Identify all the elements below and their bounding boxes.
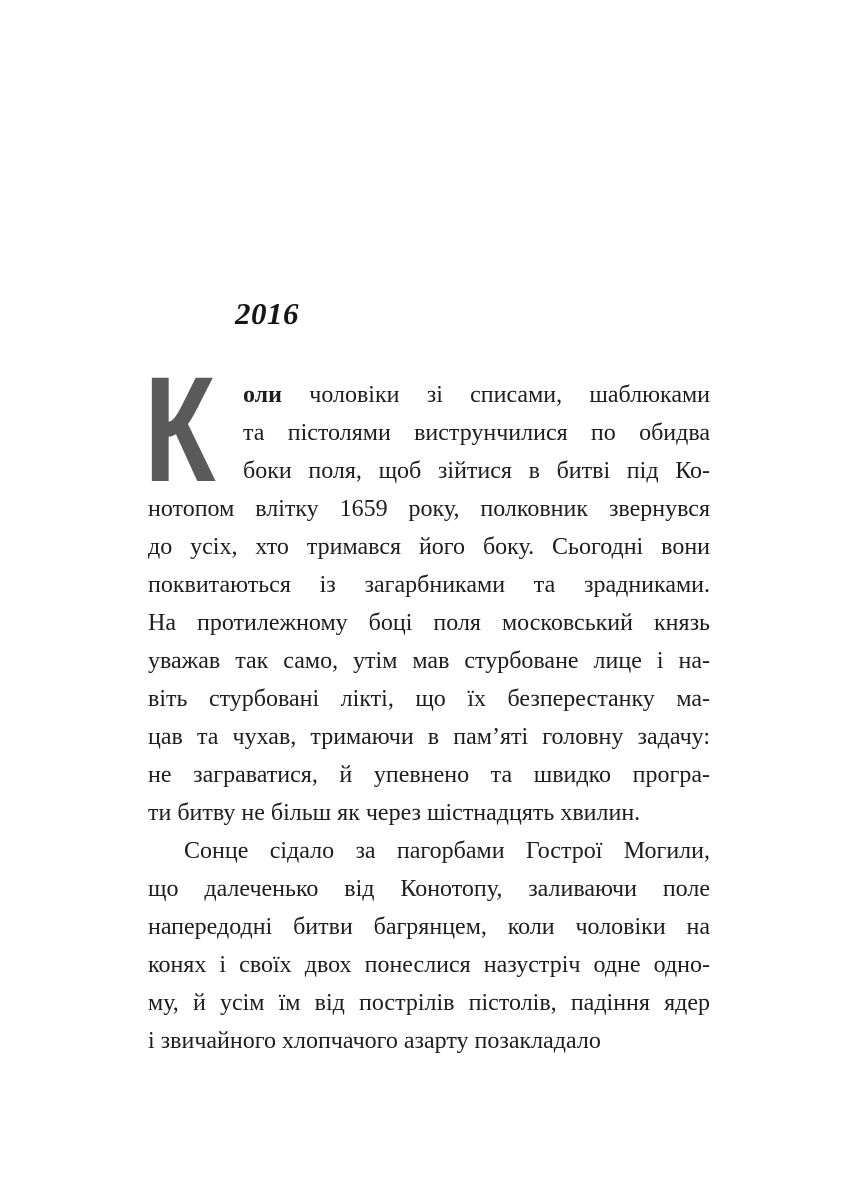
- text-line: нотопом влітку 1659 року, полковник звернувся: [148, 496, 710, 522]
- text-line: і звичайного хлопчачого азарту позакладало: [148, 1028, 601, 1054]
- text-line: цав та чухав, тримаючи в пам’яті головну задачу:: [148, 724, 710, 750]
- text-line: та пістолями виструнчилися по обидва: [243, 420, 710, 446]
- paragraph-1: [148, 376, 710, 832]
- text-line: уважав так само, утім мав стурбоване лице і на-: [148, 648, 710, 674]
- text-line: му, й усім їм від пострілів пістолів, падіння ядер: [148, 990, 710, 1016]
- text-line: Сонце сідало за пагорбами Гострої Могили,: [184, 838, 710, 864]
- drop-cap: К: [144, 345, 216, 513]
- text-line: ти битву не більш як через шістнадцять хвилин.: [148, 800, 641, 826]
- lead-word: оли: [243, 382, 282, 408]
- text-line: поквитаються із загарбниками та зрадниками.: [148, 572, 710, 598]
- text-line: оли чоловіки зі списами, шаблюками: [243, 382, 710, 408]
- paragraph-2: [148, 832, 710, 1060]
- text-line: боки поля, щоб зійтися в битві під Ко-: [243, 458, 710, 484]
- text-line: до усіх, хто тримався його боку. Сьогодні вони: [148, 534, 710, 560]
- text-line: не заграватися, й упевнено та швидко програ-: [148, 762, 710, 788]
- chapter-heading: 2016: [235, 296, 299, 331]
- text-line: напередодні битви багрянцем, коли чоловіки на: [148, 914, 710, 940]
- body-text: [144, 345, 710, 1060]
- text-line: конях і своїх двох понеслися назустріч одне одно-: [148, 952, 710, 978]
- text-line: віть стурбовані лікті, що їх безперестанку ма-: [148, 686, 710, 712]
- text-line: На протилежному боці поля московський князь: [148, 610, 710, 636]
- text-line: що далеченько від Конотопу, заливаючи поле: [148, 876, 710, 902]
